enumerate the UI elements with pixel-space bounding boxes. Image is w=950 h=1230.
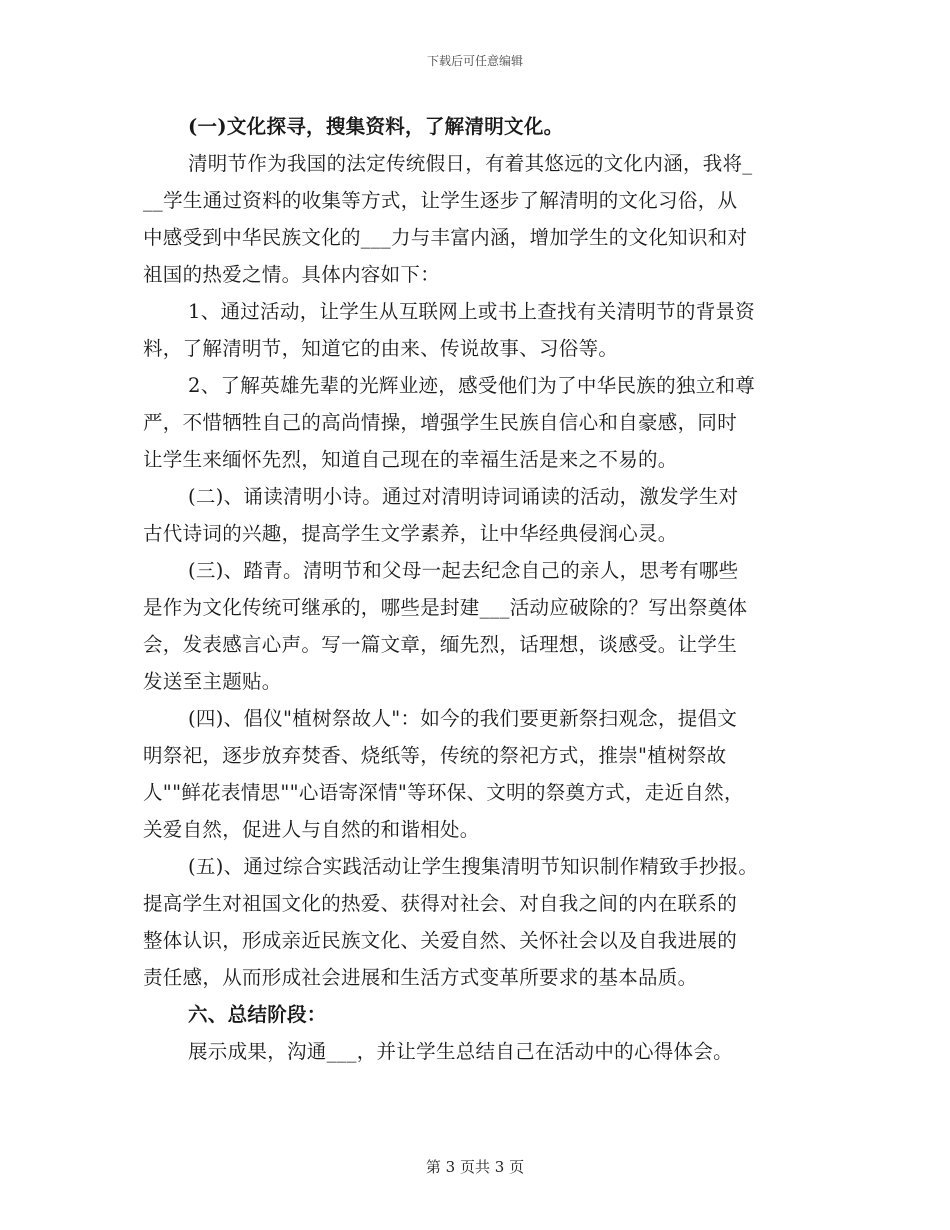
paragraph-line: 古代诗词的兴趣，提高学生文学素养，让中华经典侵润心灵。: [143, 522, 678, 545]
section-heading: 六、总结阶段：: [188, 1003, 327, 1026]
paragraph-line: (四)、倡仪"植树祭故人"：如今的我们要更新祭扫观念，提倡文: [188, 707, 738, 730]
paragraph-line: 料，了解清明节，知道它的由来、传说故事、习俗等。: [143, 337, 619, 360]
paragraph-line: 让学生来缅怀先烈，知道自己现在的幸福生活是来之不易的。: [143, 448, 678, 471]
paragraph-line: __学生通过资料的收集等方式，让学生逐步了解清明的文化习俗，从: [143, 189, 738, 212]
paragraph-line: 会，发表感言心声。写一篇文章，缅先烈，话理想，谈感受。让学生: [143, 633, 738, 656]
paragraph-line: 整体认识，形成亲近民族文化、关爱自然、关怀社会以及自我进展的: [143, 929, 738, 952]
paragraph-line: 中感受到中华民族文化的___力与丰富内涵，增加学生的文化知识和对: [143, 226, 748, 249]
paragraph-line: (二)、诵读清明小诗。通过对清明诗词诵读的活动，激发学生对: [188, 485, 739, 508]
paragraph-line: 责任感，从而形成社会进展和生活方式变革所要求的基本品质。: [143, 966, 698, 989]
paragraph-line: 明祭祀，逐步放弃焚香、烧纸等，传统的祭祀方式，推崇"植树祭故: [143, 744, 727, 767]
page-header: 下载后可任意编辑: [426, 54, 523, 68]
paragraph-line: 人""鲜花表情思""心语寄深情"等环保、文明的祭奠方式，走近自然，: [143, 781, 744, 804]
paragraph-line: 发送至主题贴。: [143, 670, 282, 693]
paragraph-line: 是作为文化传统可继承的，哪些是封建___活动应破除的？写出祭奠体: [143, 596, 748, 619]
page-footer: 第 3 页共 3 页: [425, 1158, 525, 1176]
paragraph-line: 2、了解英雄先辈的光辉业迹，感受他们为了中华民族的独立和尊: [188, 374, 756, 397]
paragraph-line: (三)、踏青。清明节和父母一起去纪念自己的亲人，思考有哪些: [188, 559, 739, 582]
paragraph-line: 祖国的热爱之情。具体内容如下：: [143, 263, 441, 286]
paragraph-line: 关爱自然，促进人与自然的和谐相处。: [143, 818, 480, 841]
paragraph-line: 清明节作为我国的法定传统假日，有着其悠远的文化内涵，我将_: [188, 152, 753, 175]
paragraph-line: 1、通过活动，让学生从互联网上或书上查找有关清明节的背景资: [188, 300, 756, 323]
paragraph-line: 严，不惜牺牲自己的高尚情操，增强学生民族自信心和自豪感，同时: [143, 411, 738, 434]
section-heading: (一)文化探寻，搜集资料，了解清明文化。: [188, 115, 564, 138]
paragraph-line: 展示成果，沟通___，并让学生总结自己在活动中的心得体会。: [188, 1040, 733, 1063]
paragraph-line: (五)、通过综合实践活动让学生搜集清明节知识制作精致手抄报。: [188, 855, 759, 878]
paragraph-line: 提高学生对祖国文化的热爱、获得对社会、对自我之间的内在联系的: [143, 892, 738, 915]
document-body: [143, 108, 805, 1070]
